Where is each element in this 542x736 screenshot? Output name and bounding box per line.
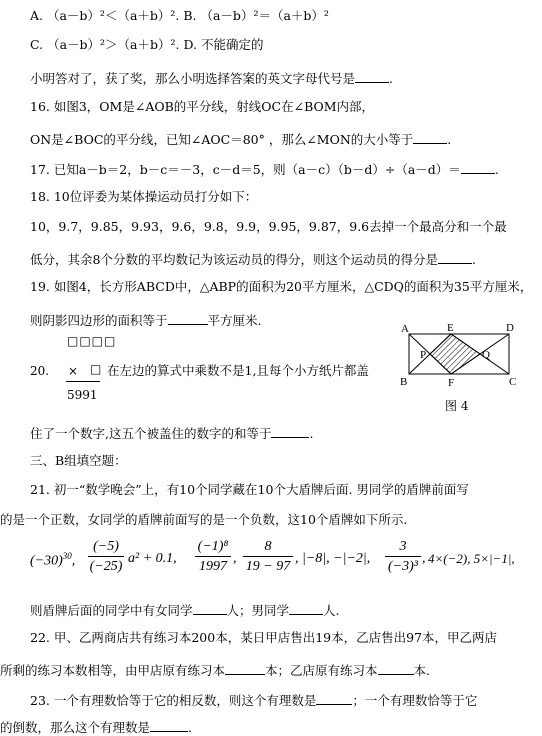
q22-line-2 [0,662,430,678]
q20-blank [271,425,309,438]
mul-box-multiplier: □ [90,362,102,376]
mul-result: 5991 [67,388,98,402]
q21-line-1: 21. 初一“数学晚会”上，有10个同学藏在10个大盾牌后面. 男同学的盾牌前面写 [30,482,469,497]
q21-answer-line [30,602,340,618]
q19-text: 则阴影四边形的面积等于 [30,313,168,328]
q17-line [30,161,499,177]
term-a-squared: a² + 0.1, [128,551,177,566]
q16-text: ON是∠BOC的平分线，已知∠AOC＝80° ，那么∠MON的大小等于 [30,132,414,147]
label-b: B [400,376,408,388]
q18-blank [438,251,472,264]
label-q: Q [482,349,490,361]
q23-line-1 [30,692,477,708]
section-b-heading: 三、B组填空题： [30,453,127,468]
q18-text: 低分，其余8个分数的平均数记为该运动员的得分，则这个运动员的得分是 [30,252,438,267]
q17-text: 17. 已知a－b＝2，b－c＝－3，c－d＝5，则（a－c）（b－d）÷（a－d）＝ [30,162,461,177]
q18-line-2: 10，9.7，9.85，9.93，9.6，9.8，9.9，9.95，9.87，9.6去掉一个最高分和一个最 [30,219,507,234]
fraction-1: (−5) (−25) [89,539,123,574]
q19-line-2 [30,312,262,328]
q19-line-1: 19. 如图4，长方形ABCD中，△ABP的面积为20平方厘米，△CDQ的面积为35平方厘米， [30,279,533,294]
period: . [447,132,452,147]
option-cd-line: C. （a－b）²＞（a＋b）². D. 不能确定的 [30,37,264,52]
q21-blank-boys [289,602,323,615]
q21-line-2: 的是一个正数，女同学的盾牌前面写的是一个负数，这10个盾牌如下所示. [0,512,408,527]
period: . [389,71,393,86]
q19-blank [168,312,208,325]
q22-text-a: 所剩的练习本数相等，由甲店原有练习本 [0,663,226,678]
term-power: $(-30)^{30}$, [30,551,76,569]
label-e: E [447,322,454,334]
fraction-2: (−1)⁸ 1997 [195,538,231,575]
q23-text-b: ；一个有理数恰等于它 [352,693,478,708]
q22-line-1: 22. 甲、乙两商店共有练习本200本，某日甲店售出19本，乙店售出97本，甲乙两店 [30,630,498,645]
term-products: 4×(−2), 5×|−1|, [428,551,515,566]
q18-line-3 [30,251,476,267]
option-ab-line: A. （a－b）²＜（a＋b）². B. （a－b）²＝（a＋b）² [30,8,329,23]
period: . [188,720,192,735]
q18-line-1: 18. 10位评委为某体操运动员打分如下： [30,189,258,204]
q23-blank-b [150,719,188,732]
q22-blank-a [225,662,265,675]
q17-blank [461,161,495,174]
q20-line-1: 在左边的算式中乘数不是1,且每个小方纸片都盖 [107,363,369,378]
label-c: C [509,376,517,388]
label-f: F [448,377,455,389]
q21-text-b: 人；男同学 [226,603,290,618]
period: . [471,252,476,267]
fraction-4: 3 (−3)³ [385,538,421,575]
term-absolute: |−8|, −|−2|, [302,551,371,566]
q21-text-c: 人. [323,603,340,618]
q19-unit: 平方厘米. [207,313,262,328]
label-a: A [401,323,409,335]
q15-answer-line [30,70,393,86]
q22-blank-b [378,662,414,675]
period: . [309,426,314,441]
q23-text-c: 的倒数，那么这个有理数是 [0,720,151,735]
q23-line-2 [0,719,192,735]
q16-line-1: 16. 如图3，OM是∠AOB的平分线，射线OC在∠BOM内部， [30,99,375,114]
mul-rule [66,381,100,382]
q22-text-c: 本. [413,663,431,678]
q21-blank-girls [193,602,227,615]
fraction-3: 8 19 − 97 [243,538,293,575]
mul-times-sign: × [68,364,79,378]
q20-text: 住了一个数字,这五个被盖住的数字的和等于 [30,426,272,441]
period: . [494,162,499,177]
shaded-quadrilateral [430,334,480,374]
q20-line-2 [30,425,313,441]
q15-text: 小明答对了，获了奖，那么小明选择答案的英文字母代号是 [30,71,356,86]
label-d: D [506,322,514,334]
q20-number: 20. [30,364,50,378]
label-p: P [420,349,427,361]
q23-text-a: 23. 一个有理数恰等于它的相反数，则这个有理数是 [30,693,317,708]
figure-4-caption: 图 4 [445,399,469,413]
q16-line-2 [30,131,451,147]
q15-blank [355,70,389,83]
q22-text-b: 本；乙店原有练习本 [265,663,378,678]
figure-4-diagram [396,318,526,398]
q16-blank [413,131,447,144]
mul-boxes-top: □□□□ [67,334,117,348]
shield-expressions: $(-30)^{30}$, (−5) (−25) a² + 0.1, (−1)⁸ 1997 , 8 19 − 97 , |−8|, −|−2|, 3 (−3)³ , 4×(−2), 5×|−1|, [30,539,515,574]
q21-text-a: 则盾牌后面的同学中有女同学 [30,603,193,618]
q23-blank-a [316,692,352,705]
